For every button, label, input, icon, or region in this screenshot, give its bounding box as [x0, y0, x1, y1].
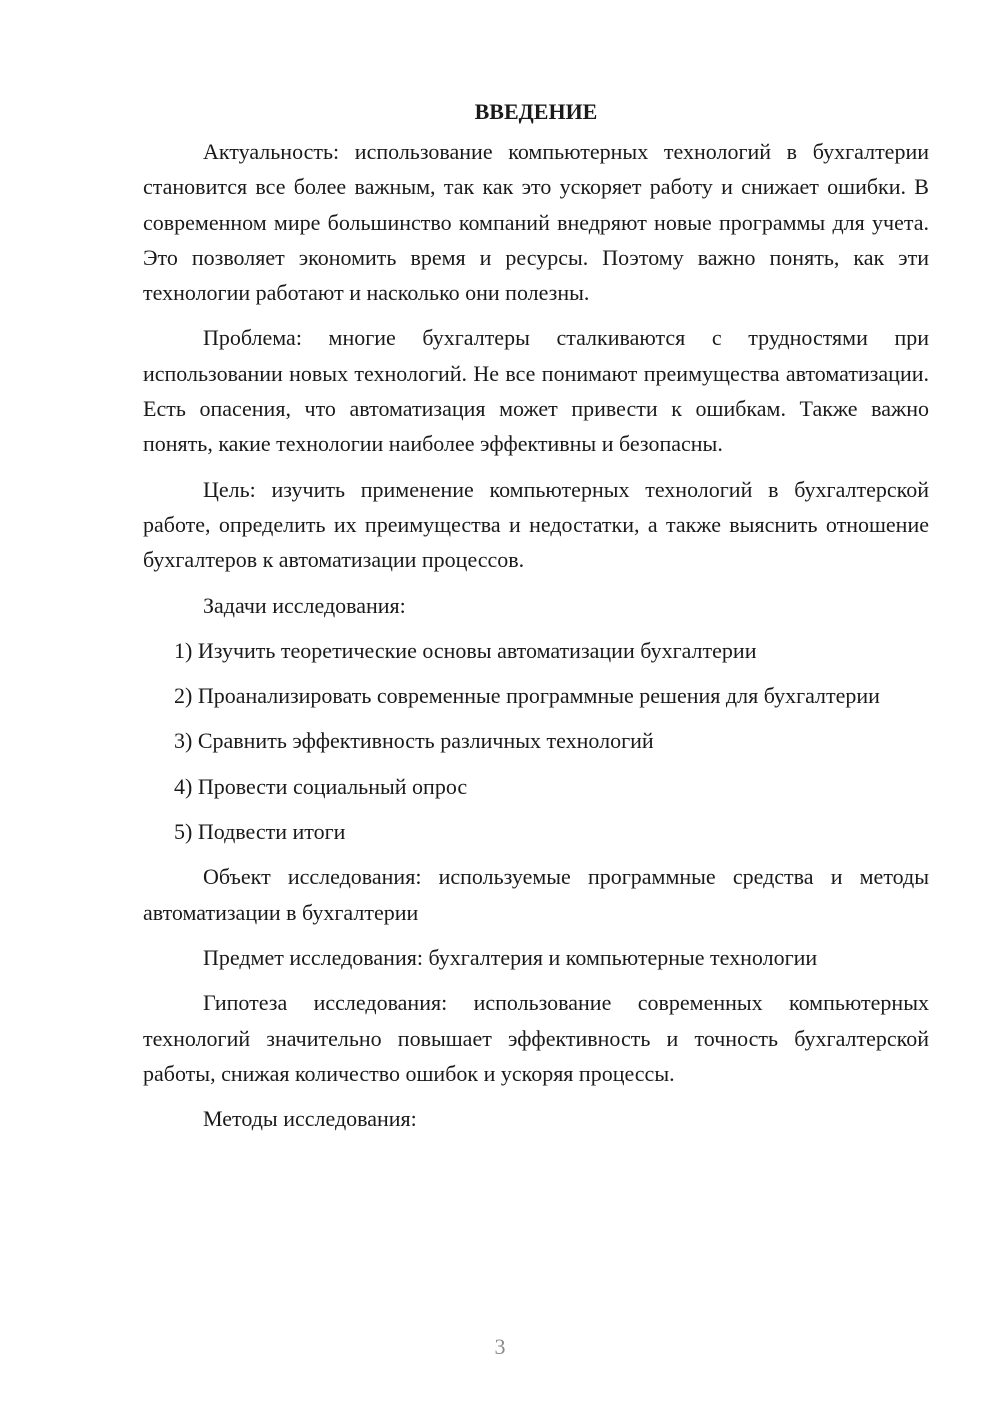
task-item: 4) Провести социальный опрос: [174, 773, 468, 799]
task-item: 2) Проанализировать современные программные решения для бухгалтерии: [174, 683, 880, 709]
task-item: 5) Подвести итоги: [174, 819, 346, 845]
task-item: 1) Изучить теоретические основы автоматизации бухгалтерии: [174, 637, 757, 663]
goal-paragraph: Цель: изучить применение компьютерных технологий в бухгалтерской работе, определить их преимущества и недостатки, а также выяснить отношение бухгалтеров к автоматизации процессов.: [143, 476, 929, 573]
task-item: 3) Сравнить эффективность различных технологий: [174, 728, 654, 754]
tasks-title: Задачи исследования:: [203, 592, 406, 618]
methods-title: Методы исследования:: [203, 1106, 417, 1132]
page-content: [143, 94, 929, 1146]
object-paragraph: Объект исследования: используемые программные средства и методы автоматизации в бухгалтерии: [143, 864, 929, 925]
page-heading: ВВЕДЕНИЕ: [474, 99, 598, 124]
subject-paragraph: Предмет исследования: бухгалтерия и компьютерные технологии: [203, 944, 818, 970]
hypothesis-paragraph: Гипотеза исследования: использование современных компьютерных технологий значительно повышает эффективность и точность бухгалтерской работы, снижая количество ошибок и ускоряя процессы.: [143, 990, 929, 1086]
problem-paragraph: Проблема: многие бухгалтеры сталкиваются с трудностями при использовании новых технологий. Не все понимают преимущества автоматизации. Есть опасения, что автоматизация может привести к ошибкам. Также важно понять, какие технологии наиболее эффективны и безопасны.: [143, 325, 929, 457]
page-number: 3: [494, 1334, 506, 1359]
relevance-paragraph: Актуальность: использование компьютерных технологий в бухгалтерии становится все более важным, так как это ускоряет работу и снижает ошибки. В современном мире большинство компаний внедряют новые программы для учета. Это позволяет экономить время и ресурсы. Поэтому важно понять, как эти технологии работают и насколько они полезны.: [143, 139, 929, 306]
